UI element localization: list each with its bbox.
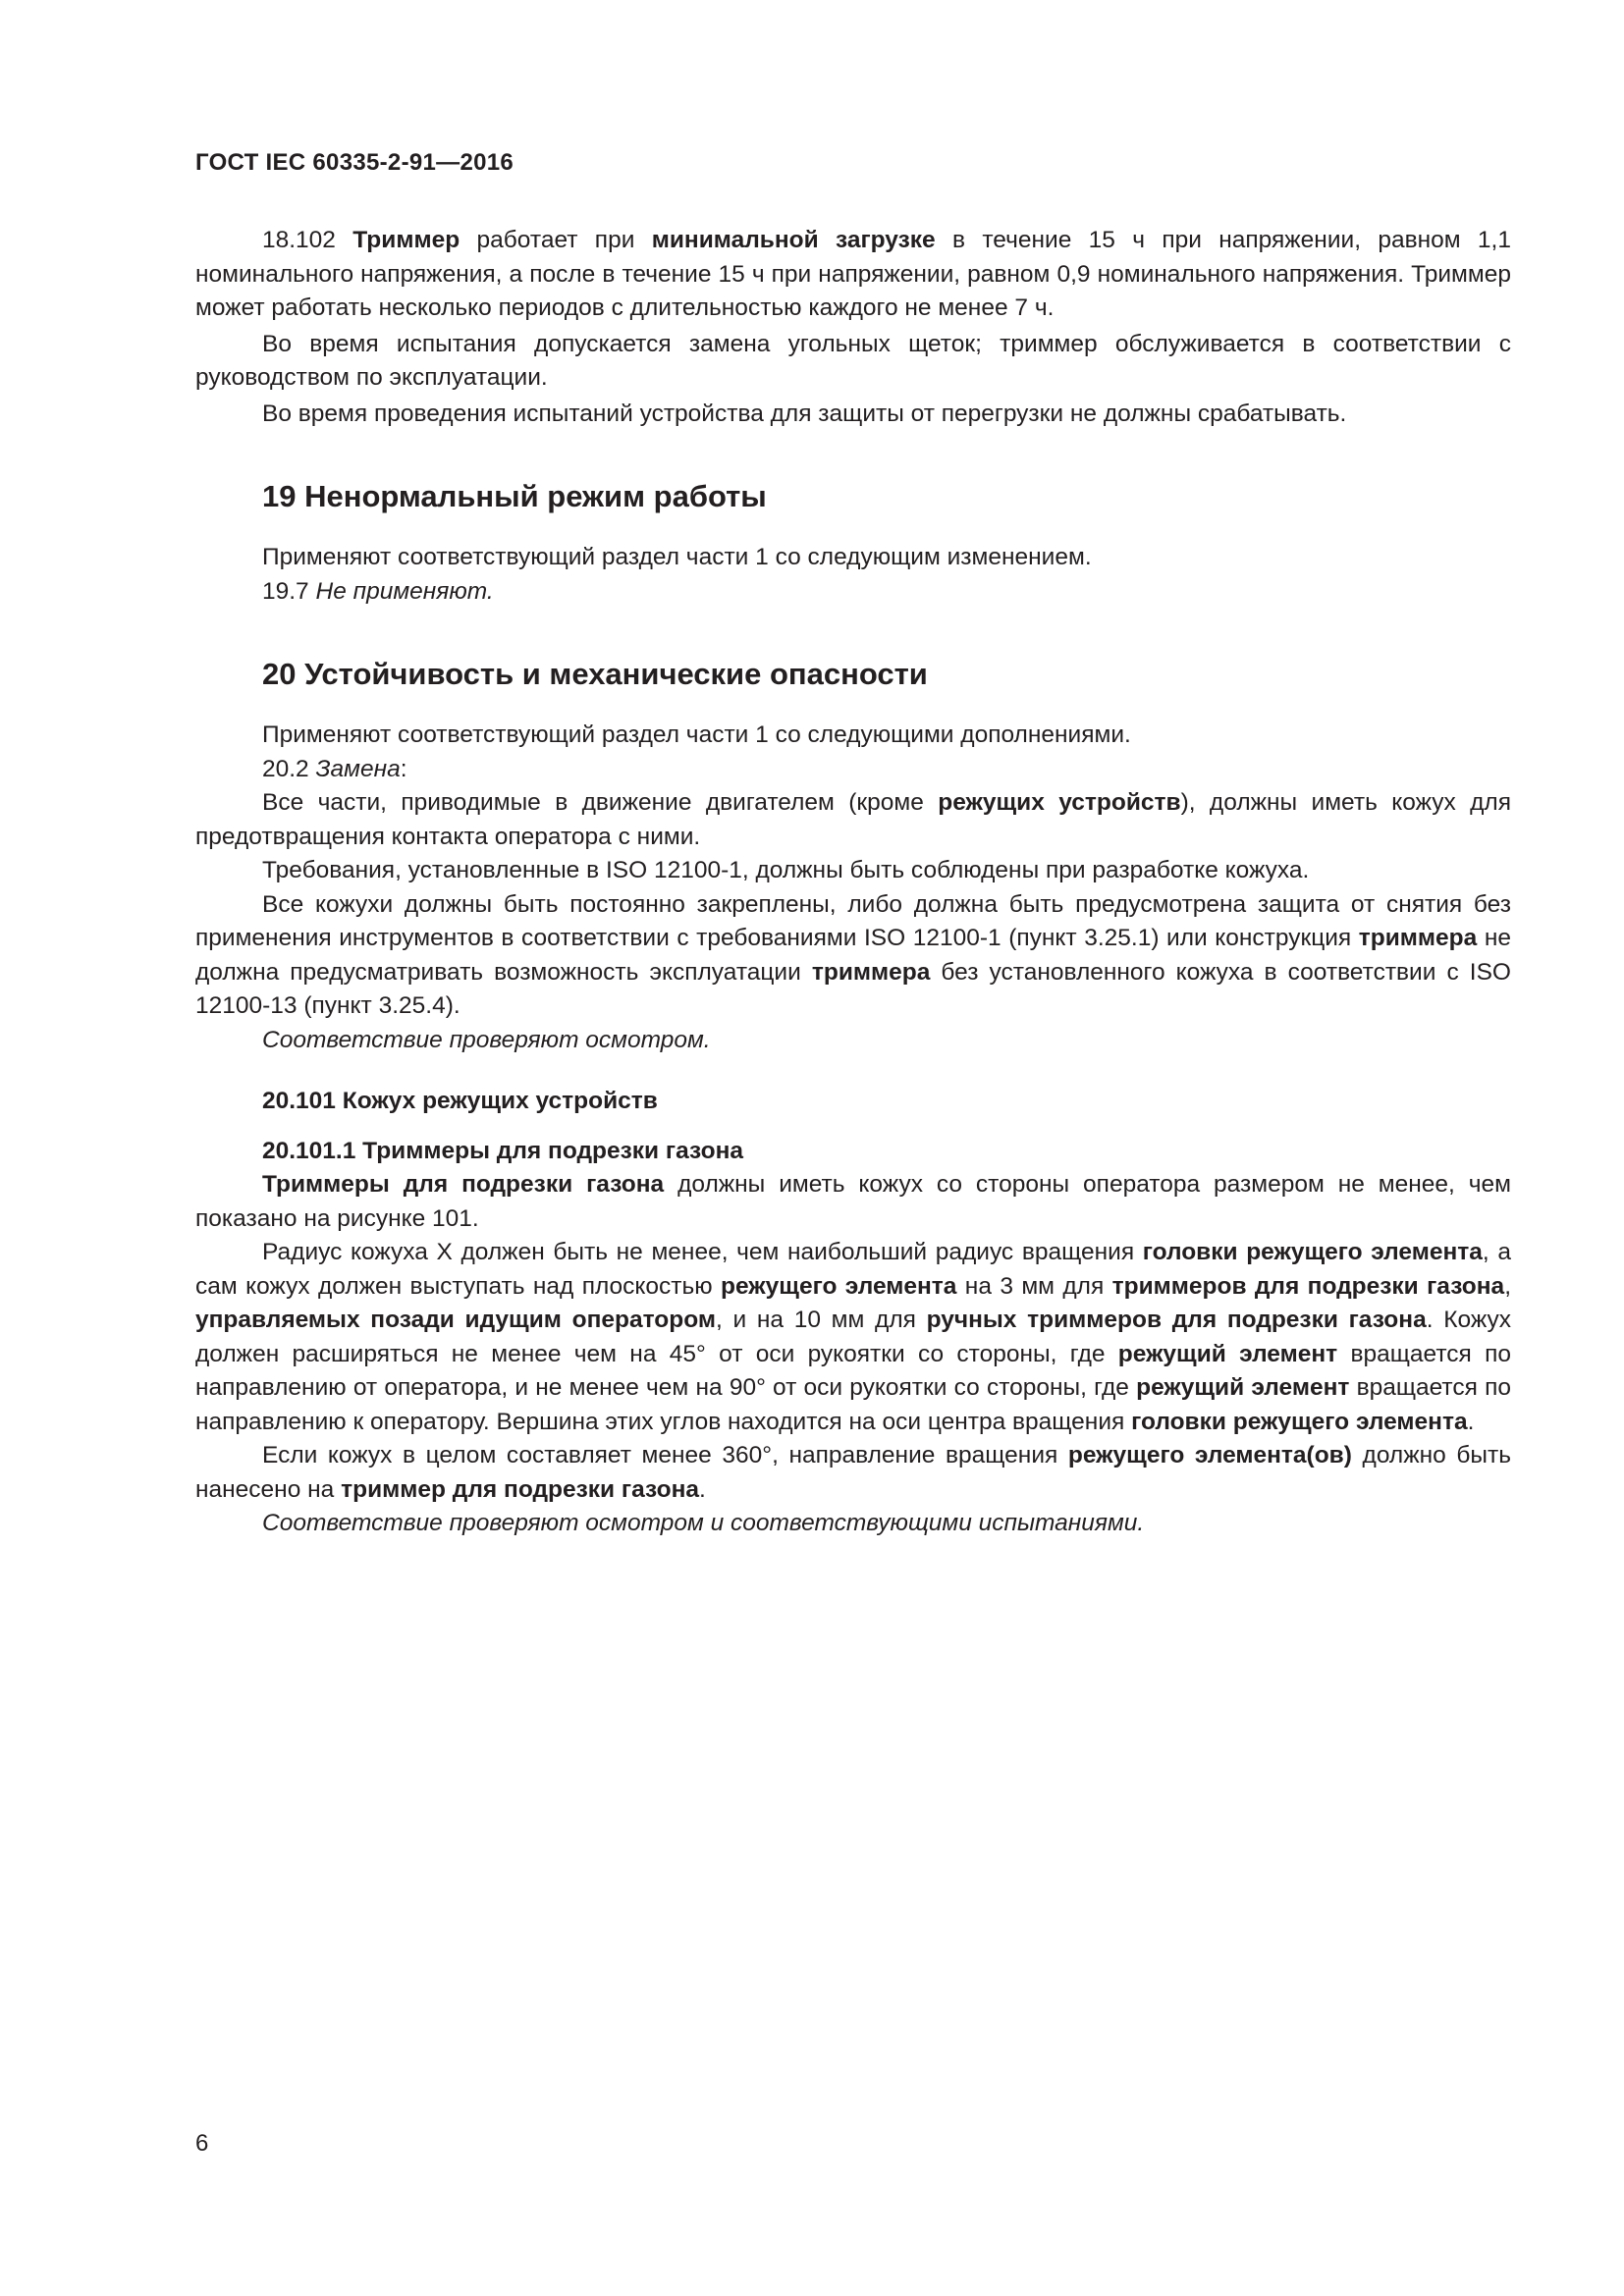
clause-number: 19.7 xyxy=(262,577,316,605)
text-run: должны иметь кожух со стороны оператора размером не менее, чем показано на рисунке 101. xyxy=(195,1171,1511,1232)
text-run: на 3 мм для xyxy=(956,1272,1112,1300)
term-bold: ручных триммеров для подрезки газона xyxy=(926,1307,1427,1333)
document-body xyxy=(195,224,1511,1541)
text-run: . xyxy=(699,1475,706,1503)
paragraph-20-guards xyxy=(195,888,1511,1024)
paragraph-19-apply: Применяют соответствующий раздел части 1 со следующим изменением. xyxy=(262,544,1092,570)
clause-number: 20.2 xyxy=(262,755,316,782)
clause-italic: Замена xyxy=(315,755,401,782)
text-run: Все кожухи должны быть постоянно закреплены, либо должна быть предусмотрена защита от снятия без применения инструментов в соответствии с требованиями ISO 12100-1 (пункт 3.25.1) или конструкция xyxy=(195,890,1511,951)
term-bold: режущий элемент xyxy=(1136,1374,1350,1401)
paragraph-18-overload: Во время проведения испытаний устройства для защиты от перегрузки не должны срабатывать. xyxy=(262,400,1347,427)
term-bold: триммеров для подрезки газона xyxy=(1111,1272,1505,1300)
subsection-heading-20-101: 20.101 Кожух режущих устройств xyxy=(262,1088,658,1114)
text-run: вращается по направлению от оператора, и не менее чем на 90° от оси рукоятки со стороны, где xyxy=(195,1340,1511,1401)
term-bold: головки режущего элемента xyxy=(1131,1408,1468,1435)
text-run: вращается по направлению к оператору. Вершина этих углов находится на оси центра вращения xyxy=(195,1374,1511,1435)
text-run: Радиус кожуха X должен быть не менее, чем наибольший радиус вращения xyxy=(262,1239,1143,1265)
paragraph-18-brushes: Во время испытания допускается замена угольных щеток; триммер обслуживается в соответствии с руководством по эксплуатации. xyxy=(195,330,1511,391)
text-run: Если кожух в целом составляет менее 360°, направление вращения xyxy=(262,1442,1068,1468)
term-bold: триммера xyxy=(811,958,931,986)
text-run: не должна предусматривать возможность эксплуатации xyxy=(195,925,1511,986)
text-run: . xyxy=(1467,1408,1475,1435)
paragraph-20-requirements: Требования, установленные в ISO 12100-1, должны быть соблюдены при разработке кожуха. xyxy=(262,857,1310,883)
term-bold: Триммер xyxy=(352,227,460,253)
text-run: , а сам кожух должен выступать над плоскостью xyxy=(195,1239,1511,1300)
paragraph-20-101-1-radius xyxy=(195,1236,1511,1439)
text-run: . Кожух должен расширяться не менее чем на 45° от оси рукоятки со стороны, где xyxy=(195,1307,1511,1367)
term-bold: режущего элемента xyxy=(721,1272,957,1300)
paragraph-18-102 xyxy=(195,224,1511,326)
compliance-italic: Соответствие проверяют осмотром и соответствующими испытаниями. xyxy=(262,1510,1145,1536)
text-run: без установленного кожуха в соответствии с ISO 12100-13 (пункт 3.25.4). xyxy=(195,958,1511,1019)
paragraph-20-parts xyxy=(195,786,1511,854)
subsection-heading-20-101-1: 20.101.1 Триммеры для подрезки газона xyxy=(262,1137,743,1164)
text-run: ), должны иметь кожух для предотвращения контакта оператора с ними. xyxy=(195,789,1511,850)
clause-italic: Не применяют. xyxy=(315,577,494,605)
compliance-italic: Соответствие проверяют осмотром. xyxy=(262,1026,711,1053)
paragraph-20-2 xyxy=(195,753,1511,787)
document-header: ГОСТ IEC 60335-2-91—2016 xyxy=(195,149,514,176)
term-bold: режущего элемента(ов) xyxy=(1067,1442,1352,1468)
paragraph-20-apply: Применяют соответствующий раздел части 1 со следующими дополнениями. xyxy=(262,721,1131,748)
page-number: 6 xyxy=(195,2130,209,2157)
term-bold: триммера xyxy=(1358,925,1478,951)
text-run: должно быть нанесено на xyxy=(195,1442,1511,1503)
paragraph-19-7 xyxy=(195,575,1511,610)
term-bold: управляемых позади идущим оператором xyxy=(195,1307,716,1333)
term-bold: Триммеры для подрезки газона xyxy=(262,1171,665,1198)
term-bold: режущий элемент xyxy=(1117,1340,1338,1367)
text-run: работает при xyxy=(460,227,652,253)
term-bold: головки режущего элемента xyxy=(1142,1239,1483,1265)
paragraph-20-101-1-direction xyxy=(195,1439,1511,1507)
text-run: Все части, приводимые в движение двигателем (кроме xyxy=(262,789,939,816)
section-heading-20: 20 Устойчивость и механические опасности xyxy=(262,657,928,691)
term-bold: триммер для подрезки газона xyxy=(341,1475,699,1503)
text-run: 18.102 xyxy=(262,227,353,253)
section-heading-19: 19 Ненормальный режим работы xyxy=(262,479,767,513)
text-run: в течение 15 ч при напряжении, равном 1,1 номинального напряжения, а после в течение 15 ч при напряжении, равном 0,9 номинального напряжения. Триммер может работать несколько периодов с длительностью каждого не менее 7 ч. xyxy=(195,227,1511,321)
paragraph-20-101-1-compliance xyxy=(195,1507,1511,1541)
text-run: , и на 10 мм для xyxy=(715,1307,927,1333)
text-run: , xyxy=(1504,1272,1511,1300)
text-run: : xyxy=(400,755,407,782)
paragraph-20-101-1-guard xyxy=(195,1168,1511,1236)
paragraph-20-compliance xyxy=(195,1024,1511,1058)
term-bold: минимальной загрузке xyxy=(651,227,936,253)
term-bold: режущих устройств xyxy=(938,789,1181,816)
